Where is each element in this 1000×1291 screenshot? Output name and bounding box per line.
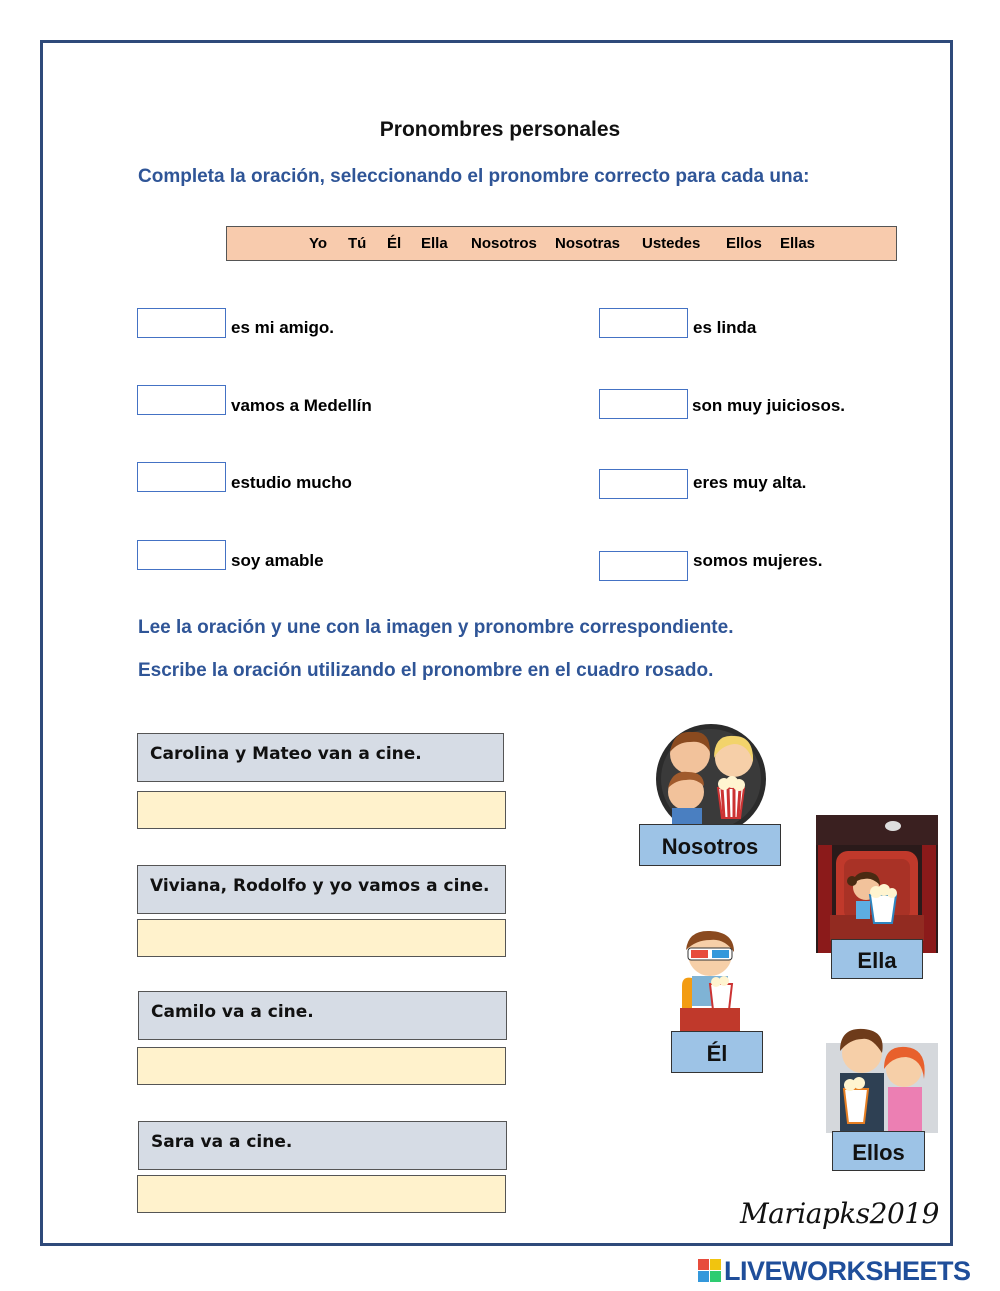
word-bank-item: Ella: [421, 235, 448, 252]
sentence-box: Carolina y Mateo van a cine.: [137, 733, 504, 782]
word-bank-item: Nosotros: [471, 235, 537, 252]
write-box[interactable]: [137, 791, 506, 829]
label-ellos[interactable]: Ellos: [832, 1131, 925, 1171]
word-bank: [226, 226, 897, 261]
answer-box[interactable]: [137, 540, 226, 570]
fill-sentence: es mi amigo.: [231, 318, 334, 337]
word-bank-item: Ellas: [780, 235, 816, 252]
boy-3d-glasses-illustration[interactable]: [674, 928, 746, 1032]
sentence-box: Viviana, Rodolfo y yo vamos a cine.: [137, 865, 506, 914]
write-box[interactable]: [137, 1047, 506, 1085]
word-bank-item: Nosotras: [555, 235, 621, 252]
fill-sentence: son muy juiciosos.: [692, 396, 846, 415]
sentence-box: Camilo va a cine.: [138, 991, 507, 1040]
kids-group-illustration[interactable]: [652, 722, 770, 832]
brand-name: LIVEWORKSHEETS: [724, 1256, 971, 1286]
fill-sentence: es linda: [693, 318, 757, 337]
sentence-box: Sara va a cine.: [138, 1121, 507, 1170]
fill-sentence: eres muy alta.: [693, 473, 807, 492]
instruction-match: Lee la oración y une con la imagen y pronombre correspondiente.: [138, 617, 734, 638]
word-bank-item: Ellos: [726, 235, 762, 252]
answer-box[interactable]: [599, 469, 688, 499]
answer-box[interactable]: [599, 308, 688, 338]
word-bank-item: Él: [387, 235, 402, 252]
word-bank-item: Tú: [348, 235, 367, 252]
author-signature: Mariapks2019: [740, 1197, 939, 1230]
label-ella[interactable]: Ella: [831, 939, 923, 979]
label-el[interactable]: Él: [671, 1031, 763, 1073]
instruction-write: Escribe la oración utilizando el pronombre en el cuadro rosado.: [138, 660, 714, 681]
answer-box[interactable]: [137, 385, 226, 415]
word-bank-item: Ustedes: [642, 235, 701, 252]
word-bank-item: Yo: [309, 235, 328, 252]
fill-sentence: estudio mucho: [231, 473, 352, 492]
fill-sentence: vamos a Medellín: [231, 396, 372, 415]
instruction-complete: Completa la oración, seleccionando el pronombre correcto para cada una:: [138, 166, 810, 187]
answer-box[interactable]: [599, 551, 688, 581]
couple-cinema-illustration[interactable]: [826, 1023, 938, 1133]
brand-logo-icon: [698, 1259, 722, 1283]
write-box[interactable]: [137, 1175, 506, 1213]
answer-box[interactable]: [137, 308, 226, 338]
fill-sentence: somos mujeres.: [693, 551, 823, 570]
write-box[interactable]: [137, 919, 506, 957]
label-nosotros[interactable]: Nosotros: [639, 824, 781, 866]
answer-box[interactable]: [599, 389, 688, 419]
page-title: Pronombres personales: [379, 118, 621, 141]
girl-cinema-illustration[interactable]: [816, 815, 938, 953]
fill-sentence: soy amable: [231, 551, 324, 570]
answer-box[interactable]: [137, 462, 226, 492]
